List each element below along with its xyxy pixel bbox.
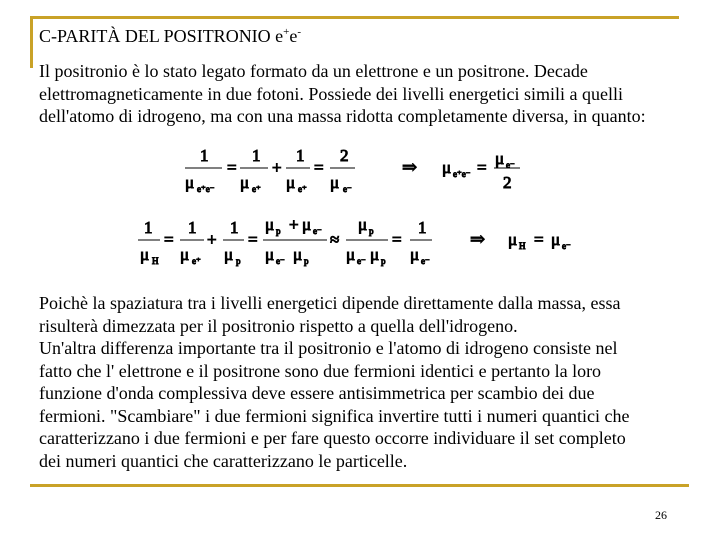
svg-text:H: H bbox=[152, 256, 159, 266]
svg-text:=: = bbox=[164, 230, 174, 249]
svg-text:+: + bbox=[207, 230, 217, 249]
svg-text:p: p bbox=[304, 256, 309, 266]
svg-text:=: = bbox=[534, 230, 544, 249]
svg-text:μ: μ bbox=[495, 149, 505, 168]
svg-text:2: 2 bbox=[340, 146, 349, 165]
text-line: dell'atomo di idrogeno, ma con una massa ridotta completamente diversa, in quanto: bbox=[39, 106, 646, 126]
svg-text:μ: μ bbox=[442, 158, 452, 177]
svg-text:=: = bbox=[314, 158, 324, 177]
svg-text:μ: μ bbox=[551, 230, 561, 249]
svg-text:μ: μ bbox=[265, 245, 275, 264]
svg-text:p: p bbox=[369, 226, 374, 236]
svg-text:⇒: ⇒ bbox=[470, 229, 486, 249]
text-line: elettromagneticamente in due fotoni. Possiede dei livelli energetici simili a quelli bbox=[39, 83, 624, 104]
svg-text:e⁺e⁻: e⁺e⁻ bbox=[197, 184, 215, 194]
text-line: Il positronio è lo stato legato formato da un elettrone e un positrone. Decade bbox=[39, 61, 588, 81]
svg-text:μ: μ bbox=[240, 173, 250, 192]
svg-text:⇒: ⇒ bbox=[402, 157, 418, 177]
svg-text:μ: μ bbox=[358, 215, 368, 234]
svg-text:p: p bbox=[236, 256, 241, 266]
svg-text:1: 1 bbox=[188, 218, 197, 237]
svg-text:+: + bbox=[289, 215, 299, 234]
svg-text:e⁻: e⁻ bbox=[506, 160, 515, 170]
svg-text:≈: ≈ bbox=[330, 230, 340, 249]
svg-text:1: 1 bbox=[200, 146, 209, 165]
text-line: Poichè la spaziatura tra i livelli energetici dipende direttamente dalla massa, essa bbox=[39, 293, 621, 313]
svg-text:H: H bbox=[519, 241, 526, 251]
svg-text:e⁺: e⁺ bbox=[298, 184, 307, 194]
text-line: fatto che l' elettrone e il positrone sono due fermioni identici e pertanto la loro bbox=[39, 360, 602, 381]
svg-text:=: = bbox=[227, 158, 237, 177]
svg-text:μ: μ bbox=[410, 245, 420, 264]
svg-text:μ: μ bbox=[330, 173, 340, 192]
slide-title: C-PARITÀ DEL POSITRONIO e+e- bbox=[39, 26, 302, 46]
svg-text:μ: μ bbox=[302, 215, 312, 234]
svg-text:μ: μ bbox=[185, 173, 195, 192]
text-line: Un'altra differenza importante tra il positronio e l'atomo di idrogeno consiste nel bbox=[39, 338, 618, 358]
text-line: dei numeri quantici che caratterizzano le particelle. bbox=[39, 450, 408, 471]
bottom-rule bbox=[30, 484, 689, 487]
equation-hydrogen bbox=[138, 215, 571, 266]
text-line: fermioni. "Scambiare" i due fermioni significa invertire tutti i numeri quantici che bbox=[39, 405, 630, 426]
svg-text:e⁺: e⁺ bbox=[192, 256, 201, 266]
svg-text:μ: μ bbox=[346, 245, 356, 264]
svg-text:=: = bbox=[248, 230, 258, 249]
svg-text:e⁻: e⁻ bbox=[562, 241, 571, 251]
svg-text:e⁻: e⁻ bbox=[313, 226, 322, 236]
svg-text:p: p bbox=[276, 226, 281, 236]
svg-text:=: = bbox=[477, 158, 487, 177]
text-line: funzione d'onda complessiva deve essere antisimmetrica per scambio dei due bbox=[39, 383, 595, 403]
svg-text:μ: μ bbox=[265, 215, 275, 234]
page-number: 26 bbox=[655, 508, 667, 522]
svg-text:e⁺: e⁺ bbox=[252, 184, 261, 194]
svg-text:μ: μ bbox=[286, 173, 296, 192]
svg-text:e⁺e⁻: e⁺e⁻ bbox=[453, 169, 471, 179]
svg-text:e⁻: e⁻ bbox=[276, 256, 285, 266]
equation-positronium bbox=[185, 146, 520, 194]
svg-text:1: 1 bbox=[230, 218, 239, 237]
svg-text:+: + bbox=[272, 158, 282, 177]
svg-text:μ: μ bbox=[508, 230, 518, 249]
explanation-paragraph bbox=[39, 292, 715, 472]
svg-text:e⁻: e⁻ bbox=[343, 184, 352, 194]
svg-text:μ: μ bbox=[180, 245, 190, 264]
svg-text:e⁻: e⁻ bbox=[421, 256, 430, 266]
svg-text:1: 1 bbox=[418, 218, 427, 237]
svg-text:1: 1 bbox=[144, 218, 153, 237]
svg-text:μ: μ bbox=[140, 245, 150, 264]
text-line: caratterizzano i due fermioni e per fare questo occorre individuare il set completo bbox=[39, 428, 626, 448]
svg-text:e⁻: e⁻ bbox=[357, 256, 366, 266]
svg-text:μ: μ bbox=[224, 245, 234, 264]
svg-text:1: 1 bbox=[252, 146, 261, 165]
svg-text:μ: μ bbox=[293, 245, 303, 264]
svg-text:p: p bbox=[381, 256, 386, 266]
text-line: risulterà dimezzata per il positronio rispetto a quella dell'idrogeno. bbox=[39, 315, 518, 336]
svg-text:1: 1 bbox=[296, 146, 305, 165]
svg-text:μ: μ bbox=[370, 245, 380, 264]
svg-text:2: 2 bbox=[503, 173, 512, 192]
svg-text:=: = bbox=[392, 230, 402, 249]
